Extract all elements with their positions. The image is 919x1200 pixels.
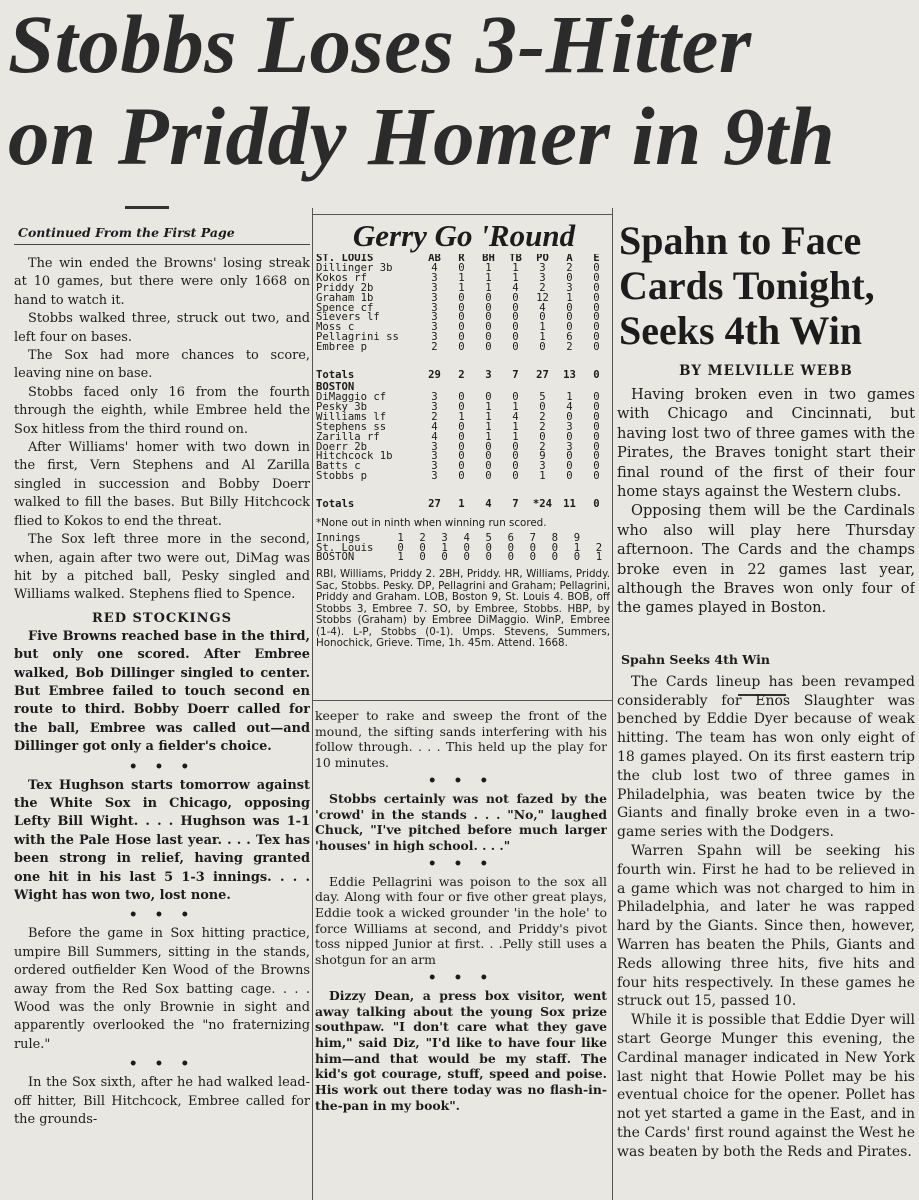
line-total-cell: 2 — [595, 541, 603, 554]
stat-cell: 0 — [458, 470, 465, 483]
stat-cell: 0 — [593, 291, 600, 304]
stat-cell: 3 — [431, 440, 438, 453]
stat-cell: 0 — [566, 410, 573, 423]
stat-cell: 3 — [431, 390, 438, 403]
inning-cell: 0 — [551, 551, 559, 564]
player-cell: Doerr 2b — [316, 440, 368, 453]
inning-cell: 0 — [463, 541, 470, 554]
stat-cell: 3 — [485, 369, 492, 382]
stat-cell: 2 — [566, 341, 573, 354]
stat-cell: 0 — [458, 400, 465, 413]
stat-cell: 1 — [458, 271, 465, 284]
bold-paragraph: Tex Hughson starts tomorrow against the White Sox in Chicago, opposing Lefty Bill Wight. . . . Hughson was 1-1 with the Pale Hose last year. . . . Tex has been strong in relief, having granted one hit in his last 5 1-3 innings. . . . Wight has won two, lost none. — [14, 777, 310, 903]
stat-cell: 3 — [431, 331, 438, 344]
stat-cell: 27 — [428, 498, 441, 511]
bold-paragraph: Dizzy Dean, a press box visitor, went away talking about the young Sox prize southpaw. "I don't care what they gave him," said Diz, "I'd like to have four like him—and that would be my staff. The kid's got courage, stuff, speed and poise. His work out there today was no flash-in-the-pan in my book". — [315, 987, 607, 1113]
stat-cell: 3 — [431, 291, 438, 304]
paragraph: Having broken even in two games with Chicago and Cincinnati, but having lost two of three games with the Pirates, the Braves tonight start their final round of the first of their four home stays against the Western clubs. — [617, 386, 915, 501]
paragraph: The Sox left three more in the second, when, again after two were out, DiMag was hit by a pitched ball, Pesky singled and Williams walked. Stephens flied to Spence. — [14, 532, 310, 603]
stat-cell: 3 — [539, 261, 546, 274]
stat-cell: 27 — [536, 369, 549, 382]
stat-cell: 1 — [512, 420, 519, 433]
player-cell: Kokos rf — [316, 271, 368, 284]
paragraph: Eddie Pellagrini was poison to the sox all day. Along with four or five other great plays, Eddie took a wicked grounder 'in the hole' to force Williams at second, and Priddy's pivot toss nipped Junior at first. . .Pelly still uses a shotgun for an arm — [315, 873, 607, 968]
stat-cell: 0 — [593, 430, 600, 443]
inning-cell: 0 — [551, 541, 559, 554]
player-cell: Batts c — [316, 460, 361, 473]
story-headline-line: Cards Tonight, — [619, 263, 875, 308]
stat-cell: 1 — [485, 261, 492, 274]
stat-cell: TB — [509, 254, 522, 264]
stat-cell: PO — [536, 254, 549, 264]
paragraph: The win ended the Browns' losing streak at 10 games, but there were only 1668 on hand to watch it. — [14, 256, 310, 308]
inning-cell: 0 — [529, 541, 536, 554]
story-headline-line: Seeks 4th Win — [619, 308, 863, 353]
stat-cell: 0 — [593, 331, 600, 344]
stat-cell: 0 — [485, 321, 492, 334]
stat-cell: 1 — [485, 281, 492, 294]
line-team-cell: St. Louis — [316, 541, 374, 554]
player-cell: Stobbs p — [316, 470, 368, 483]
stat-cell: 0 — [539, 341, 546, 354]
stat-cell: 2 — [431, 410, 438, 423]
box-score-title: Gerry Go 'Round — [352, 218, 576, 253]
stat-cell: 7 — [512, 369, 519, 382]
stat-cell: 0 — [593, 369, 600, 382]
stat-cell: 0 — [458, 331, 465, 344]
paragraph: The Sox had more chances to score, leaving nine on base. — [14, 348, 310, 382]
stat-cell: 0 — [512, 390, 519, 403]
stat-cell: 4 — [512, 410, 519, 423]
stat-cell: 0 — [566, 321, 573, 334]
stat-cell: 0 — [593, 440, 600, 453]
stat-cell: 0 — [593, 321, 600, 334]
stat-cell: 0 — [485, 440, 492, 453]
stat-cell: 0 — [485, 460, 492, 473]
stat-cell: 0 — [512, 440, 519, 453]
stat-cell: 0 — [566, 430, 573, 443]
stat-cell: 3 — [431, 460, 438, 473]
totals-row — [316, 498, 610, 512]
paragraph: While it is possible that Eddie Dyer will start George Munger this evening, the Cardinal manager indicated in New York last night that Howie Pollet may be his eventual choice for the opener. Pollet has not yet started a game in the East, and in the Cards' first round against the West he was beaten by both the Reds and Pirates. — [617, 1012, 915, 1160]
inning-cell: 0 — [507, 541, 514, 554]
stat-cell: 0 — [485, 390, 492, 403]
stat-cell: 1 — [458, 281, 465, 294]
stat-cell: BH — [482, 254, 495, 264]
stat-cell: 0 — [512, 450, 519, 463]
paragraph: Opposing them will be the Cardinals who also will play here Thursday afternoon. The Cards and the champs broke even in 22 games last year, although the Braves won only four of the games played in Boston. — [617, 502, 915, 617]
headline-line-1: Stobbs Loses 3-Hitter — [8, 0, 752, 90]
spacer-row — [316, 482, 610, 498]
player-row — [316, 343, 610, 353]
stat-cell: 0 — [593, 400, 600, 413]
stat-cell: 1 — [485, 271, 492, 284]
stat-cell: 0 — [593, 301, 600, 314]
stat-cell: 4 — [566, 400, 573, 413]
player-cell: Totals — [316, 498, 355, 511]
headline — [8, 0, 913, 184]
column-2 — [315, 708, 607, 1198]
stat-cell: 1 — [512, 271, 519, 284]
player-cell: Hitchcock 1b — [316, 450, 393, 463]
player-cell: BOSTON — [316, 381, 355, 394]
stat-cell: 3 — [566, 420, 573, 433]
stat-cell: 0 — [539, 311, 546, 324]
paragraph: The Cards lineup has been revamped considerably for Enos Slaughter was benched by Eddie Dyer because of weak hitting. The team has won only eight of 18 games played. On its first eastern trip the club lost two of three games in Philadelphia, was beaten twice by the Giants and finally broke even in a two-game series with the Dodgers. — [617, 673, 915, 841]
stat-cell: 0 — [458, 460, 465, 473]
bold-paragraph: Five Browns reached base in the third, but only one scored. After Embree walked, Bob Dillinger singled to center. But Embree failed to touch second en route to third. Bobby Doerr called for the ball, Embree was called out—and Dillinger got only a fielder's choice. — [14, 628, 310, 755]
player-cell: Totals — [316, 369, 355, 382]
player-cell: Zarilla rf — [316, 430, 380, 443]
stat-cell: 0 — [458, 390, 465, 403]
inning-cell: 6 — [507, 531, 514, 544]
stat-cell: R — [458, 254, 465, 264]
box-score-note: *None out in ninth when winning run scored. — [316, 517, 547, 530]
stat-cell: 3 — [539, 460, 546, 473]
stat-cell: 0 — [566, 271, 573, 284]
section-subhead: Spahn Seeks 4th Win — [621, 651, 770, 667]
stat-cell: 0 — [593, 271, 600, 284]
stat-cell: 2 — [431, 341, 438, 354]
section-dots: • • • — [128, 758, 196, 775]
stat-cell: 0 — [593, 410, 600, 423]
stat-cell: 0 — [566, 301, 573, 314]
stat-cell: 1 — [485, 410, 492, 423]
box-score-summary: RBI, Williams, Priddy 2. 2BH, Priddy. HR, Williams, Priddy. Sac, Stobbs. Pesky. DP, Pellagrini and Graham; Pellagrini, Priddy and Graham. LOB, Boston 9, St. Louis 4. BOB, off Stobbs 3, Embree 7. SO, by Embree, Stobbs. HBP, by Stobbs (Graham) by Embree DiMaggio. WinP, Embree (1-4). L-P, Stobbs (0-1). Umps. Stevens, Summers, Honochick, Grieve. Time, 1h. 45m. Attend. 1668. — [316, 568, 610, 650]
paragraph: After Williams' homer with two down in the first, Vern Stephens and Al Zarilla singled in succession and Bobby Doerr walked to fill the bases. But Billy Hitchcock flied to Kokos to end the threat. — [14, 440, 310, 529]
inning-cell: 9 — [573, 531, 581, 544]
stat-cell: 4 — [431, 420, 438, 433]
stat-cell: 0 — [593, 460, 600, 473]
stat-cell: 3 — [566, 281, 573, 294]
stat-cell: AB — [428, 254, 441, 264]
inning-cell: 0 — [573, 551, 581, 564]
stat-cell: 4 — [431, 261, 438, 274]
stat-cell: 0 — [485, 450, 492, 463]
stat-cell: 2 — [539, 440, 546, 453]
stat-cell: 0 — [458, 291, 465, 304]
stat-cell: 0 — [512, 341, 519, 354]
paragraph: In the Sox sixth, after he had walked lead-off hitter, Bill Hitchcock, Embree called for the grounds- — [14, 1075, 310, 1128]
paragraph: keeper to rake and sweep the front of the mound, the sifting sands interfering with his follow through. . . . This held up the play for 10 minutes. — [315, 708, 607, 771]
inning-cell: 0 — [463, 551, 470, 564]
stat-cell: 12 — [536, 291, 549, 304]
stat-cell: 1 — [566, 390, 573, 403]
player-cell: Dillinger 3b — [316, 261, 393, 274]
line-score-row — [316, 553, 610, 563]
stat-cell: 2 — [539, 281, 546, 294]
stat-cell: 0 — [485, 291, 492, 304]
headline-line-2: on Priddy Homer in 9th — [8, 90, 836, 182]
stat-cell: 0 — [485, 301, 492, 314]
inning-cell: 0 — [485, 541, 492, 554]
column-3 — [617, 218, 915, 1198]
stat-cell: 3 — [431, 311, 438, 324]
player-cell: Stephens ss — [316, 420, 387, 433]
box-bottom-rule — [313, 700, 612, 701]
inning-cell: 1 — [441, 541, 448, 554]
byline: BY MELVILLE WEBB — [679, 363, 853, 379]
stat-cell: 0 — [485, 311, 492, 324]
stat-cell: 0 — [512, 460, 519, 473]
player-cell: Pesky 3b — [316, 400, 368, 413]
stat-cell: 0 — [512, 331, 519, 344]
stat-cell: 2 — [458, 369, 465, 382]
stat-cell: 3 — [431, 281, 438, 294]
stat-cell: 7 — [512, 498, 519, 511]
inning-cell: 5 — [485, 531, 492, 544]
stat-cell: 0 — [566, 450, 573, 463]
inning-cell: 0 — [441, 551, 448, 564]
stat-cell: 0 — [485, 470, 492, 483]
stat-cell: 0 — [458, 261, 465, 274]
stat-cell: 3 — [431, 301, 438, 314]
stat-cell: 3 — [431, 400, 438, 413]
stat-cell: 0 — [593, 498, 600, 511]
stat-cell: 1 — [512, 400, 519, 413]
stat-cell: 4 — [539, 301, 546, 314]
box-score-table — [316, 254, 610, 512]
inning-cell: 1 — [573, 541, 581, 554]
player-cell: Williams lf — [316, 410, 387, 423]
lead-section — [617, 385, 915, 618]
stat-cell: 0 — [593, 470, 600, 483]
spacer-row — [316, 353, 610, 369]
stat-cell: 1 — [566, 291, 573, 304]
section-dots: • • • — [427, 772, 495, 789]
inning-cell: 0 — [529, 551, 536, 564]
inning-cell: 7 — [529, 531, 536, 544]
stat-cell: *24 — [532, 498, 553, 511]
continued-kicker: Continued From the First Page — [14, 222, 310, 245]
stat-cell: E — [593, 254, 600, 264]
stat-cell: 3 — [566, 440, 573, 453]
line-team-cell: Innings — [316, 531, 361, 544]
column-rule — [612, 208, 613, 1200]
inning-cell: 0 — [419, 551, 426, 564]
paragraph: Stobbs faced only 16 from the fourth through the eighth, while Embree held the Sox hitless from the third round on. — [14, 384, 310, 437]
stat-cell: 1 — [458, 498, 465, 511]
paragraph: Warren Spahn will be seeking his fourth win. First he had to be relieved in a game which was not charged to him in Philadelphia, and later he was rapped hard by the Giants. Since then, however, Warren has beaten the Phils, Giants and Reds allowing three hits, five hits and four hits respectively. In these games he struck out 15, passed 10. — [617, 843, 915, 1010]
stat-cell: 4 — [512, 281, 519, 294]
paragraph: Before the game in Sox hitting practice, umpire Bill Summers, sitting in the stands, ordered outfielder Ken Wood of the Browns away from the Red Sox batting cage. . . . Wood was the only Brownie in sight and apparently overlooked the "no fraternizing rule." — [14, 926, 310, 1052]
section-dots: • • • — [427, 855, 495, 872]
inning-cell: 4 — [463, 531, 470, 544]
stat-cell: 0 — [512, 291, 519, 304]
stat-cell: 0 — [593, 420, 600, 433]
stat-cell: 11 — [563, 498, 576, 511]
stat-cell: 0 — [593, 450, 600, 463]
stat-cell: 0 — [512, 301, 519, 314]
player-cell: DiMaggio cf — [316, 390, 387, 403]
stat-cell: 4 — [485, 498, 492, 511]
stat-cell: 0 — [485, 341, 492, 354]
player-row — [316, 472, 610, 482]
stat-cell: 0 — [512, 311, 519, 324]
separator-dash — [125, 206, 169, 209]
stat-cell: 0 — [458, 420, 465, 433]
stat-cell: 3 — [431, 321, 438, 334]
section-subhead: RED STOCKINGS — [92, 610, 232, 626]
stat-cell: A — [566, 254, 573, 264]
stat-cell: 0 — [539, 400, 546, 413]
stat-cell: 0 — [593, 341, 600, 354]
player-cell: Sievers lf — [316, 311, 380, 324]
stat-cell: 29 — [428, 369, 441, 382]
inning-cell: 1 — [397, 551, 404, 564]
inning-cell: 0 — [419, 541, 426, 554]
box-top-rule — [313, 214, 612, 215]
inning-cell: 1 — [397, 531, 404, 544]
box-score — [316, 254, 610, 694]
stat-cell: 3 — [431, 450, 438, 463]
stat-cell: 1 — [485, 400, 492, 413]
story-headline-line: Spahn to Face — [619, 218, 862, 263]
stat-cell: 4 — [431, 430, 438, 443]
stat-cell: 0 — [458, 301, 465, 314]
stat-cell: 3 — [431, 470, 438, 483]
column-1 — [14, 218, 310, 1198]
inning-cell: 2 — [419, 531, 426, 544]
section-dots: • • • — [427, 969, 495, 986]
stat-cell: 6 — [566, 331, 573, 344]
stat-cell: 0 — [458, 430, 465, 443]
stat-cell: 0 — [593, 261, 600, 274]
stat-cell: 2 — [539, 410, 546, 423]
stat-cell: 0 — [566, 470, 573, 483]
stat-cell: 3 — [539, 271, 546, 284]
stat-cell: 0 — [566, 311, 573, 324]
stat-cell: 9 — [539, 450, 546, 463]
paragraph: Stobbs walked three, struck out two, and left four on bases. — [14, 311, 310, 345]
stat-cell: 1 — [485, 420, 492, 433]
line-total-cell: 1 — [595, 551, 603, 564]
stat-cell: 0 — [593, 390, 600, 403]
section-dots: • • • — [128, 907, 196, 924]
player-cell: Spence cf — [316, 301, 374, 314]
stat-cell: 0 — [485, 331, 492, 344]
line-team-cell: BOSTON — [316, 551, 355, 564]
inning-cell: 3 — [441, 531, 448, 544]
stat-cell: 1 — [485, 430, 492, 443]
stat-cell: 1 — [539, 331, 546, 344]
stat-cell: 13 — [563, 369, 576, 382]
inning-cell: 0 — [507, 551, 514, 564]
stat-cell: 1 — [512, 261, 519, 274]
stat-cell: 1 — [512, 430, 519, 443]
stat-cell: 1 — [539, 470, 546, 483]
totals-row — [316, 369, 610, 383]
stat-cell: 1 — [539, 321, 546, 334]
inning-cell: 0 — [485, 551, 492, 564]
stat-cell: 0 — [458, 321, 465, 334]
player-cell: Embree p — [316, 341, 368, 354]
stat-cell: 2 — [539, 420, 546, 433]
stat-cell: 0 — [593, 281, 600, 294]
stat-cell: 0 — [539, 430, 546, 443]
stat-cell: 3 — [431, 271, 438, 284]
player-cell: Graham 1b — [316, 291, 374, 304]
stat-cell: 0 — [566, 460, 573, 473]
line-score — [316, 531, 610, 564]
stat-cell: 0 — [593, 311, 600, 324]
section-dots: • • • — [128, 1056, 196, 1073]
inning-cell: 0 — [397, 541, 404, 554]
stat-cell: 0 — [512, 321, 519, 334]
player-cell: Priddy 2b — [316, 281, 374, 294]
stat-cell: 1 — [458, 410, 465, 423]
story-headline — [617, 218, 915, 353]
player-cell: ST. LOUIS — [316, 254, 374, 264]
inning-cell: 8 — [551, 531, 559, 544]
stat-cell: 0 — [458, 311, 465, 324]
stat-cell: 2 — [566, 261, 573, 274]
stat-cell: 5 — [539, 390, 546, 403]
bold-paragraph: Stobbs certainly was not fazed by the 'crowd' in the stands . . . "No," laughed Chuck, "I've pitched before much larger 'houses' in high school. . . ." — [315, 790, 607, 853]
stat-cell: 0 — [512, 470, 519, 483]
stat-cell: 0 — [458, 341, 465, 354]
stat-cell: 0 — [458, 450, 465, 463]
player-cell: Pellagrini ss — [316, 331, 399, 344]
player-cell: Moss c — [316, 321, 355, 334]
stat-cell: 0 — [458, 440, 465, 453]
column-rule — [312, 208, 313, 1200]
